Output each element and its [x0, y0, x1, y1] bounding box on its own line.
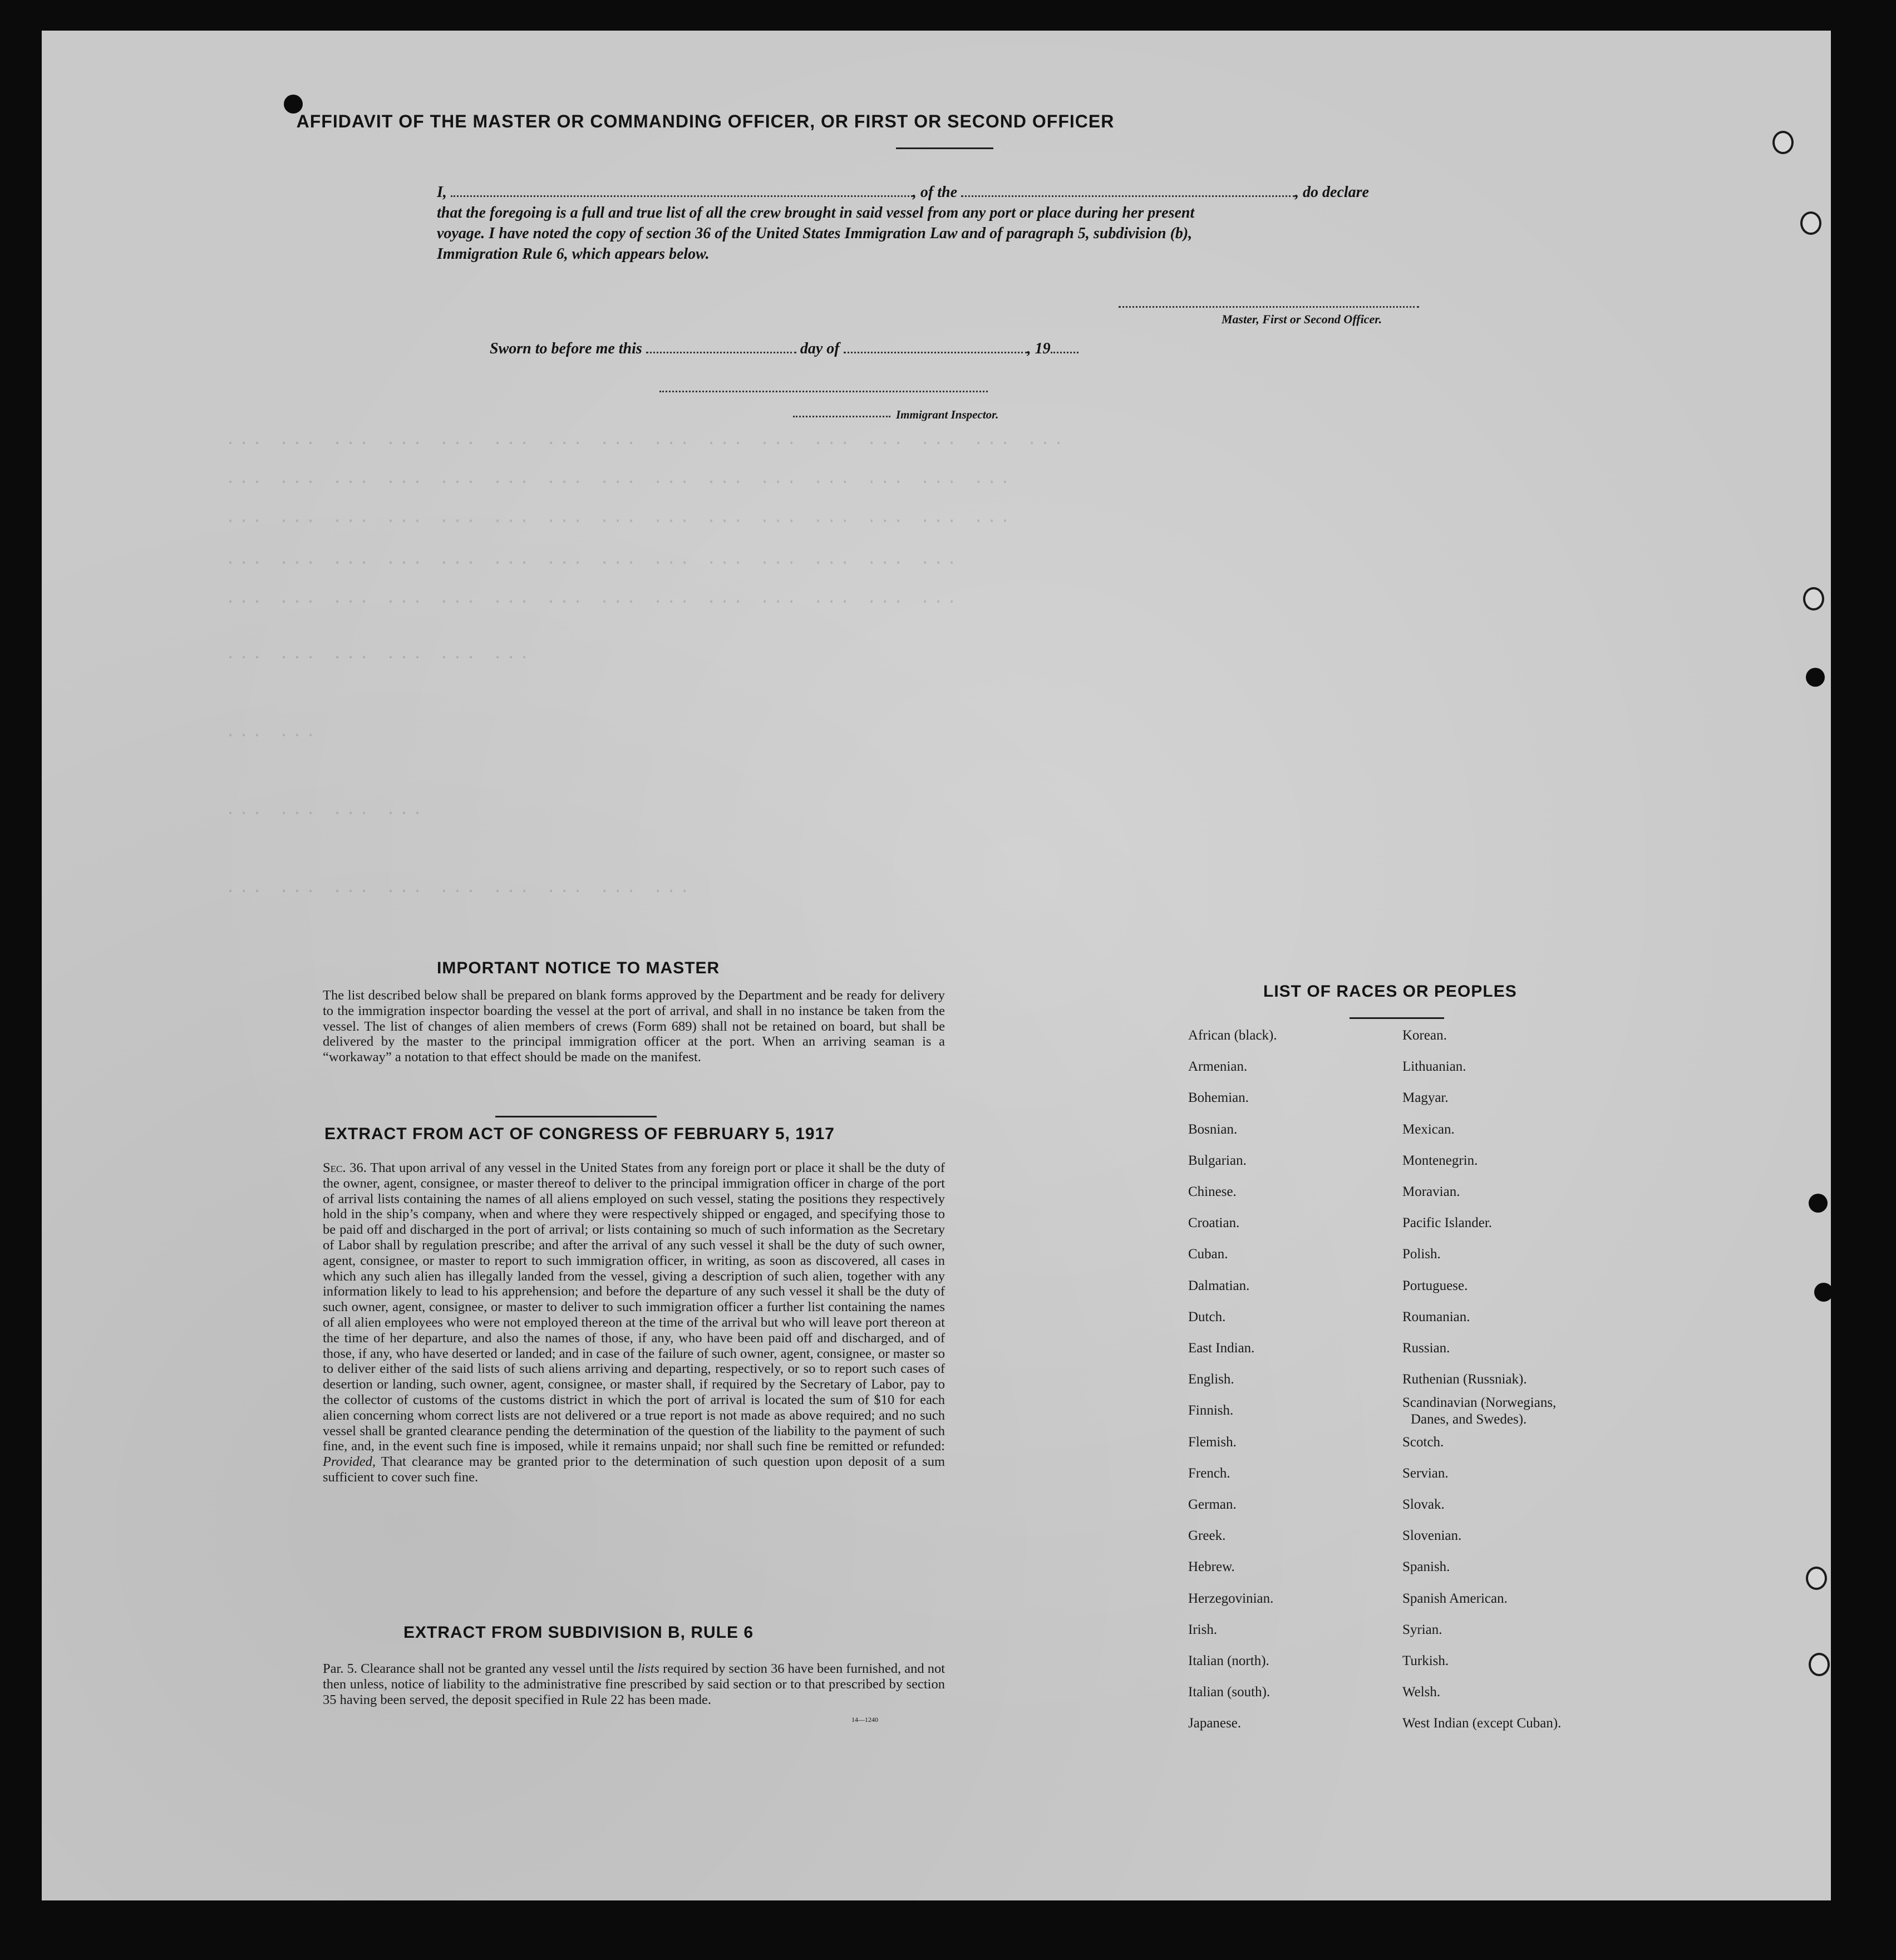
binder-ring: [1806, 1567, 1827, 1590]
punch-hole: [1814, 1283, 1831, 1302]
binder-ring: [1809, 1653, 1830, 1676]
race-item: Syrian.: [1402, 1622, 1442, 1637]
inspector-label: Immigrant Inspector.: [896, 408, 999, 421]
race-item: Scandinavian (Norwegians,: [1402, 1395, 1557, 1411]
name-field[interactable]: [451, 183, 913, 197]
race-item: Dutch.: [1188, 1309, 1226, 1324]
race-item: Chinese.: [1188, 1184, 1237, 1199]
race-item: Dalmatian.: [1188, 1278, 1250, 1293]
race-item-wrap: Danes, and Swedes).: [1411, 1412, 1527, 1427]
race-item: Pacific Islander.: [1402, 1215, 1493, 1231]
affidavit-line-4: Immigration Rule 6, which appears below.: [437, 245, 710, 263]
race-item: Japanese.: [1188, 1716, 1242, 1731]
affidavit-line-3: voyage. I have noted the copy of section 36 of the United States Immigration Law and of paragraph 5, subdivision (b),: [437, 225, 1193, 242]
punch-hole: [284, 95, 303, 114]
sworn-year-prefix: , 19: [1027, 340, 1051, 357]
race-item: Finnish.: [1188, 1403, 1234, 1419]
race-item: Lithuanian.: [1402, 1059, 1466, 1075]
race-item: Slovak.: [1402, 1497, 1445, 1512]
race-item: Armenian.: [1188, 1059, 1248, 1075]
race-item: English.: [1188, 1372, 1234, 1387]
affidavit-line-2: that the foregoing is a full and true list of all the crew brought in said vessel from any port or place during her present: [437, 204, 1195, 221]
sworn-prefix: Sworn to before me this: [490, 340, 642, 357]
race-item: Ruthenian (Russniak).: [1402, 1372, 1527, 1387]
binder-ring: [1800, 211, 1821, 235]
race-item: Bohemian.: [1188, 1090, 1249, 1106]
rule-title: EXTRACT FROM SUBDIVISION B, RULE 6: [403, 1623, 754, 1642]
race-item: East Indian.: [1188, 1341, 1255, 1356]
race-item: Herzegovinian.: [1188, 1590, 1274, 1606]
race-item: Portuguese.: [1402, 1278, 1468, 1293]
inspector-prefix-line: [793, 415, 890, 417]
race-item: Montenegrin.: [1402, 1153, 1478, 1168]
act-text-proviso: That clearance may be granted prior to the determination of such question upon deposit of a sum sufficient to cover such fine.: [323, 1454, 945, 1485]
vessel-field[interactable]: [961, 183, 1295, 197]
race-item: Polish.: [1402, 1247, 1441, 1262]
document-page: ··· ··· ··· ··· ··· ··· ··· ··· ··· ··· ··· ··· ··· ··· ··· ··· ··· ··· ··· ··· ··· ··· ··· ··· ··· ··· ··· ··· ··· ··· ··· ··· ··· ··· ··· ··· ··· ··· ··· ··· ··· ··· ··· ··· ··· ··· ··· ··· ··· ··· ··· ··· ··· ··· ··· ··· ··· ··· ··· ··· ··· ··· ··· ··· ··· ··· ··· ··· ··· ··· ··· ··· ··· ··· ··· ··· ··· ··· ··· ··· ··· ··· ··· ··· ··· ··· ··· ··· ··· ··· ··· ··· ··· ··· ··· AFFIDAVIT OF THE MASTER OR COMMANDING OFFICER, OR FIRST OR SECOND OFFICER I, , of the , do declare that the foregoing is a full and true list of all the crew brought in said vessel from any port or place during her present voyage. I have noted the copy of section 36 of the United States Immigration Law and of paragraph 5, subdivision (b), Immigration Rule 6, which appears below. Master, First or Second Officer. Sworn to before me this day of , 19 Immigrant Inspector. IMPORTANT NOTICE TO MASTER The list described below shall be prepared on blank forms approved by the Department and be ready for delivery to the immigration inspector boarding the vessel at the port of arrival, and shall in no instance be taken from the vessel. The list of changes of alien members of crews (Form 689) shall not be retained on board, but shall be delivered by the master to the principal immigration officer at the port. When an arriving seaman is a “workaway” a notation to that effect should be made on the manifest. EXTRACT FROM ACT OF CONGRESS OF FEBRUARY 5, 1917 Sec. 36. That upon arrival of any vessel in the United States from any foreign port or place it shall be the duty of the owner, agent, consignee, or master thereof to deliver to the principal immigration officer in charge of the port of arrival lists containing the names of all aliens employed on such vessel, stating the positions they respectively hold in the ship’s company, when and where they were respectively shipped or engaged, and specifying those to be paid off and discharged in the port of arrival; or lists containing so much of such information as the Secretary of Labor shall by regulation prescribe; and after the arrival of any such vessel it shall be the duty of such owner, agent, consignee, or master to report to such immigration officer, in writing, as soon as discovered, all cases in which any such alien has illegally landed from the vessel, giving a description of such alien, together with any information likely to lead to his apprehension; and before the departure of any such vessel it shall be the duty of such owner, agent, consignee, or master to deliver to such immigration officer a further list containing the names of all alien employees who were not employed thereon at the time of the arrival but who will leave port thereon at the time of her departure, and also the names of those, if any, who have been paid off and discharged, and of those, if any, who have deserted or landed; and in case of the failure of such owner, agent, consignee, or master so to deliver either of the said lists of such aliens arriving and departing, respectively, or so to report such cases of desertion or landing, such owner, agent, consignee, or master shall, if required by the Secretary of Labor, pay to the collector of customs of the customs district in which the port of arrival is located the sum of $10 for each alien concerning whom correct lists are not delivered or a true report is not made as above required; and no such vessel shall be granted clearance pending the determination of the question of the liability to the payment of such fine, and, in the event such fine is imposed, while it remains unpaid; nor shall such fine be remitted or refunded: Provided, That clearance may be granted prior to the determination of such question upon deposit of a sum sufficient to cover such fine. EXTRACT FROM SUBDIVISION B, RULE 6 Par. 5. Clearance shall not be granted any vessel until the lists required by section 36 have been furnished, and not then unless, notice of liability to the administrative fine prescribed by said section or to that prescribed by section 35 having been served, the deposit specified in Rule 22 has been made. 14—1240 LIST OF RACES OR PEOPLES African (black). Armenian. Bohemian. Bosnian. Bulgarian. Chinese. Croatian. Cuban. Dalmatian. Dutch. East Indian. English. Finnish. Flemish. French. German. Greek. Hebrew. Herzegovinian. Irish. Italian (north). Italian (south). Japanese. Korean. Lithuanian. Magyar. Mexican. Montenegrin. Moravian. Pacific Islander. Polish. Portuguese. Roumanian. Russian. Ruthenian (Russniak). Scandinavian (Norwegians, Scotch. Servian. Slovak. Slovenian. Spanish. Spanish American. Syrian. Turkish. Welsh. West Indian (except Cuban). Danes, and Swedes).: [42, 31, 1831, 1900]
signature-field[interactable]: [1119, 305, 1419, 308]
sworn-year-field[interactable]: [1051, 339, 1078, 353]
sworn-line: [490, 338, 1078, 359]
notice-title: IMPORTANT NOTICE TO MASTER: [437, 959, 720, 977]
race-item: Italian (north).: [1188, 1653, 1269, 1668]
divider: [1350, 1017, 1444, 1019]
binder-ring: [1772, 131, 1794, 154]
race-item: Magyar.: [1402, 1090, 1449, 1106]
rule-text-a: Clearance shall not be granted any vessel until the: [361, 1661, 634, 1676]
inspector-signature-field[interactable]: [659, 390, 988, 392]
race-item: Bulgarian.: [1188, 1153, 1247, 1168]
affidavit-of-the: , of the: [912, 184, 958, 201]
race-item: West Indian (except Cuban).: [1402, 1716, 1562, 1731]
divider: [896, 147, 993, 149]
race-item: Hebrew.: [1188, 1559, 1235, 1575]
race-item: Bosnian.: [1188, 1121, 1238, 1137]
sworn-day-field[interactable]: [646, 339, 796, 353]
race-item: Servian.: [1402, 1465, 1449, 1481]
race-item: Spanish.: [1402, 1559, 1450, 1575]
race-item: Turkish.: [1402, 1653, 1449, 1668]
race-item: Korean.: [1402, 1028, 1447, 1043]
race-item: Croatian.: [1188, 1215, 1240, 1231]
provided-label: Provided,: [323, 1454, 376, 1470]
sworn-day-of: day of: [800, 340, 840, 357]
race-item: Mexican.: [1402, 1121, 1455, 1137]
race-item: Welsh.: [1402, 1685, 1441, 1700]
punch-hole: [1809, 1194, 1828, 1213]
race-item: African (black).: [1188, 1028, 1277, 1043]
affidavit-do-declare: , do declare: [1295, 184, 1369, 201]
binder-ring: [1803, 587, 1824, 610]
rule-body: [301, 1661, 945, 1707]
race-item: Russian.: [1402, 1341, 1450, 1356]
race-item: Spanish American.: [1402, 1590, 1508, 1606]
affidavit-declaration-line: [437, 182, 1494, 203]
race-item: Scotch.: [1402, 1434, 1444, 1450]
affidavit-i: I,: [437, 184, 447, 201]
rule-text-b: required by section 36 have been furnished, and not then unless, notice of liability to the administrative fine prescribed by said section or to that prescribed by section 35 having been served, the deposit specified in Rule 22 has been made.: [323, 1661, 945, 1707]
affidavit-title: AFFIDAVIT OF THE MASTER OR COMMANDING OFFICER, OR FIRST OR SECOND OFFICER: [296, 111, 1115, 131]
punch-hole: [1806, 668, 1825, 687]
race-item: Cuban.: [1188, 1247, 1228, 1262]
race-item: German.: [1188, 1497, 1237, 1512]
act-body: [301, 1160, 945, 1485]
race-item: Flemish.: [1188, 1434, 1237, 1450]
act-text-main: That upon arrival of any vessel in the United States from any foreign port or place it shall be the duty of the owner, agent, consignee, or master thereof to deliver to the principal immigration officer in charge of the port of arrival lists containing the names of all aliens employed on such vessel, stating the positions they respectively hold in the ship’s company, when and where they were respectively shipped or engaged, and specifying those to be paid off and discharged in the port of arrival; or lists containing so much of such information as the Secretary of Labor shall by regulation prescribe; and after the arrival of any such vessel it shall be the duty of such owner, agent, consignee, or master to report to such immigration officer, in writing, as soon as discovered, all cases in which any such alien has illegally landed from the vessel, giving a description of such alien, together with any information likely to lead to his apprehension; and before the departure of any such vessel it shall be the duty of such owner, agent, consignee, or master to deliver to such immigration officer a further list containing the names of all alien employees who were not employed thereon at the time of the arrival but who will leave port thereon at the time of her departure, and also the names of those, if any, who have been paid off and discharged, and of those, if any, who have deserted or landed; and in case of the failure of such owner, agent, consignee, or master so to deliver either of the said lists of such aliens arriving and departing, respectively, or so to report such cases of desertion or landing, such owner, agent, consignee, or master shall, if required by the Secretary of Labor, pay to the collector of customs of the customs district in which the port of arrival is located the sum of $10 for each alien concerning whom correct lists are not delivered or a true report is not made as above required; and no such vessel shall be granted clearance pending the determination of the question of the liability to the payment of such fine, and, in the event such fine is imposed, while it remains unpaid; nor shall such fine be remitted or refunded:: [323, 1160, 945, 1454]
races-title: LIST OF RACES OR PEOPLES: [1263, 982, 1517, 1001]
notice-body: [301, 988, 945, 1065]
race-item: Moravian.: [1402, 1184, 1460, 1199]
form-number: 14—1240: [851, 1716, 878, 1723]
notice-text: The list described below shall be prepared on blank forms approved by the Department and be ready for delivery to the immigration inspector boarding the vessel at the port of arrival, and shall in no instance be taken from the vessel. The list of changes of alien members of crews (Form 689) shall not be retained on board, but shall be delivered by the master to the principal immigration officer at the port. When an arriving seaman is a “workaway” a notation to that effect should be made on the manifest.: [323, 988, 945, 1065]
race-item: Roumanian.: [1402, 1309, 1470, 1324]
lists-word: lists: [637, 1661, 659, 1676]
signature-label: Master, First or Second Officer.: [1222, 312, 1382, 326]
act-title: EXTRACT FROM ACT OF CONGRESS OF FEBRUARY 5, 1917: [324, 1125, 835, 1143]
section-label: Sec. 36.: [323, 1160, 367, 1175]
race-item: Greek.: [1188, 1528, 1226, 1544]
divider: [495, 1116, 657, 1117]
race-item: Irish.: [1188, 1622, 1218, 1637]
race-item: Slovenian.: [1402, 1528, 1462, 1544]
sworn-month-field[interactable]: [844, 339, 1027, 353]
paragraph-label: Par. 5.: [323, 1661, 357, 1676]
race-item: French.: [1188, 1465, 1230, 1481]
race-item: Italian (south).: [1188, 1685, 1270, 1700]
